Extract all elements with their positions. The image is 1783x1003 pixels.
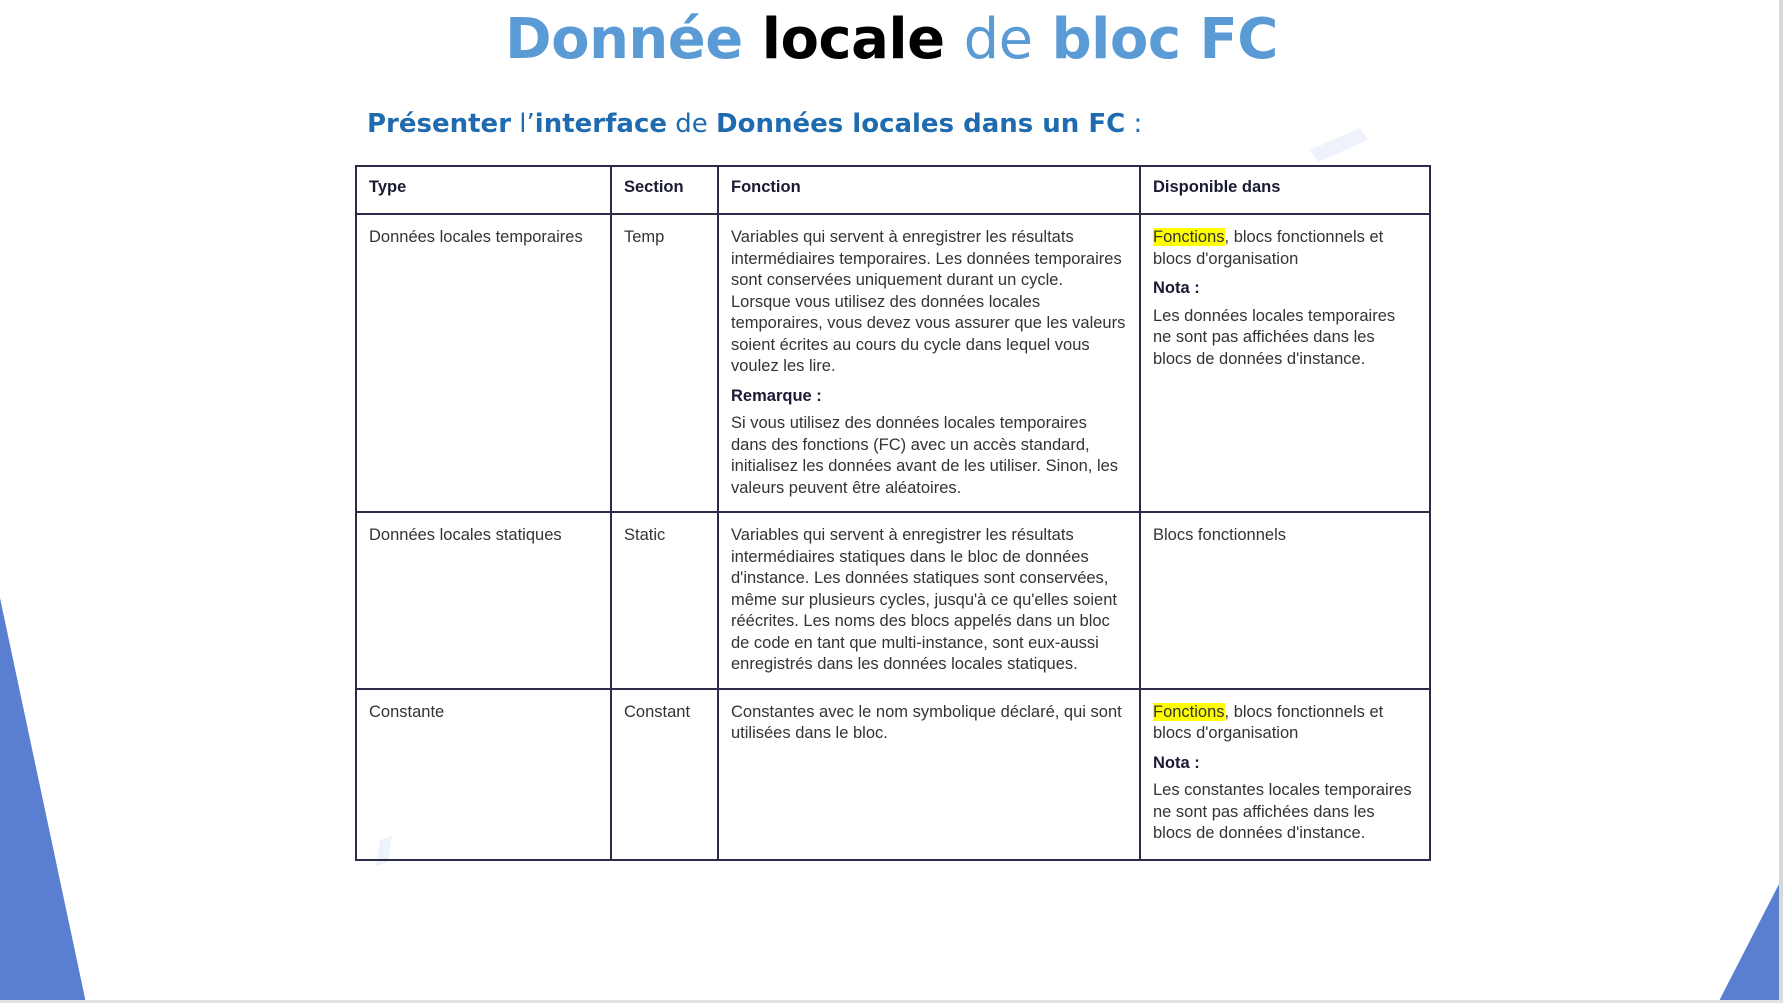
subtitle-word: :	[1125, 109, 1143, 139]
fonction-text: Variables qui servent à enregistrer les résultats intermédiaires temporaires. Les données temporaires sont conservées uniquement durant un cycle. Lorsque vous utilisez des données locales temporaires, vous devez vous assurer que les valeurs soient écrites au cours du cycle dans lequel vous voulez les lire.	[731, 228, 1126, 375]
subtitle-word: interface	[534, 109, 667, 139]
slide-title	[0, 4, 1783, 76]
cell-disponible: Blocs fonctionnels	[1140, 512, 1430, 689]
nota-text: Les constantes locales temporaires ne sont pas affichées dans les blocs de données d'instance.	[1153, 781, 1412, 842]
table-header-row	[356, 166, 1430, 214]
nota-label: Nota :	[1153, 279, 1200, 297]
highlighted-word: Fonctions	[1153, 702, 1225, 721]
subtitle-word: l’	[519, 109, 535, 139]
subtitle-word: de	[675, 109, 708, 139]
nota-text: Les données locales temporaires ne sont pas affichées dans les blocs de données d'instance.	[1153, 306, 1396, 368]
cell-type: Données locales statiques	[356, 512, 611, 689]
subtitle-word: Données locales dans un FC	[716, 109, 1126, 139]
subtitle-word: Présenter	[367, 109, 512, 139]
title-word: de	[963, 7, 1033, 72]
disponible-text	[1153, 702, 1417, 745]
remarque-label: Remarque :	[731, 386, 822, 405]
cell-disponible	[1140, 689, 1430, 860]
cell-type: Constante	[356, 689, 611, 860]
slide-subtitle	[367, 106, 1142, 142]
table-row	[356, 214, 1430, 512]
table-row	[356, 689, 1430, 860]
fonction-text: Variables qui servent à enregistrer les résultats intermédiaires statiques dans le bloc de données d'instance. Les données statiques sont conservées, même sur plusieurs cycles, jusqu'à ce qu'elles soient réécrites. Les noms des blocs appelés dans un bloc de code en tant que multi-instance, sont eux-aussi enregistrés dans les données locales statiques.	[731, 526, 1117, 673]
cell-section: Static	[611, 512, 718, 689]
title-word: locale	[761, 7, 945, 72]
disponible-rest: , blocs fonctionnels et blocs d'organisation	[1153, 228, 1384, 268]
highlighted-word: Fonctions	[1153, 228, 1225, 246]
header-disponible: Disponible dans	[1140, 166, 1430, 214]
cell-fonction	[718, 214, 1140, 512]
cell-fonction	[718, 512, 1140, 689]
remarque-text: Si vous utilisez des données locales temporaires dans des fonctions (FC) avec un accès standard, initialisez les données avant de les utiliser. Sinon, les valeurs peuvent être aléatoires.	[731, 414, 1119, 497]
title-word: bloc FC	[1051, 7, 1278, 72]
nota-label: Nota :	[1153, 753, 1200, 772]
cell-section: Constant	[611, 689, 718, 860]
watermark-shape	[1310, 128, 1368, 162]
cell-section: Temp	[611, 214, 718, 512]
header-section: Section	[611, 166, 718, 214]
local-data-table	[355, 165, 1431, 861]
disponible-text	[1153, 227, 1417, 270]
right-blue-triangle	[1718, 884, 1779, 1003]
title-word: Donnée	[505, 7, 743, 72]
header-fonction: Fonction	[718, 166, 1140, 214]
disponible-rest: , blocs fonctionnels et blocs d'organisation	[1153, 702, 1384, 742]
cell-fonction	[718, 689, 1140, 860]
cell-disponible	[1140, 214, 1430, 512]
slide-right-border	[1779, 0, 1783, 1003]
cell-type: Données locales temporaires	[356, 214, 611, 512]
left-blue-triangle	[0, 598, 86, 1003]
fonction-text: Constantes avec le nom symbolique déclaré, qui sont utilisées dans le bloc.	[731, 702, 1122, 742]
table-row	[356, 512, 1430, 689]
header-type: Type	[356, 166, 611, 214]
